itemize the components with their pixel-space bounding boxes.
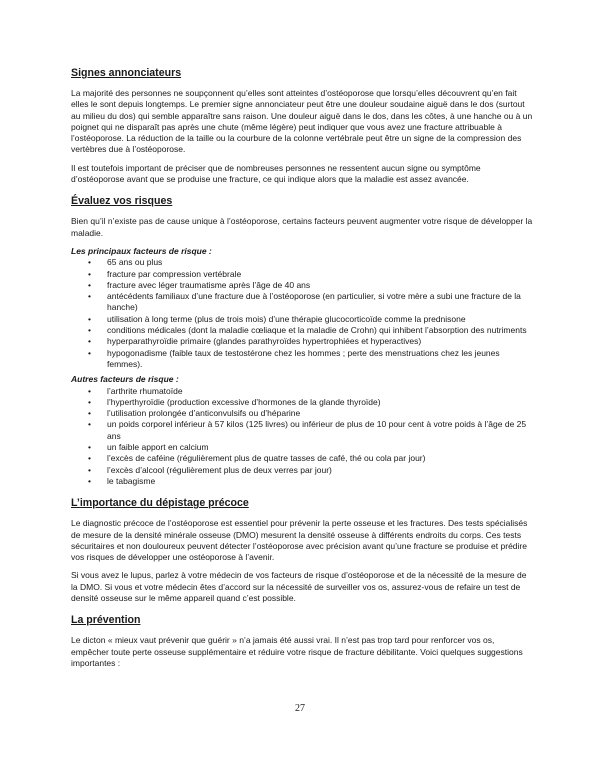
list-item: • hypogonadisme (faible taux de testostérone chez les hommes ; perte des menstruations chez les jeunes femmes). (71, 348, 533, 371)
paragraph: Bien qu’il n’existe pas de cause unique à l’ostéoporose, certains facteurs peuvent augmenter votre risque de développer la maladie. (71, 216, 533, 238)
list-item: • l’arthrite rhumatoïde (71, 386, 533, 397)
list-item: • fracture par compression vertébrale (71, 269, 533, 280)
paragraph: La majorité des personnes ne soupçonnent qu’elles sont atteintes d’ostéoporose que lorsqu’elles découvrent qu’en fait elles le sont depuis longtemps. Le premier signe annonciateur peut être une douleur soudaine aiguë dans le dos (surtout au milieu du dos) qui semble apparaître sans raison. Une douleur aiguë dans le dos, dans les côtes, à une hanche ou à un poignet qui ne disparaît pas après une chute (même légère) peut indiquer que vous avez une fracture attribuable à l’ostéoporose. La réduction de la taille ou la courbure de la colonne vertébrale peut être un signe de la compression des vertèbres due à l’ostéoporose. (71, 88, 533, 155)
list-item: • l’excès d’alcool (régulièrement plus de deux verres par jour) (71, 465, 533, 476)
page-number: 27 (295, 703, 305, 714)
other-risk-factors-list (71, 386, 533, 488)
list-item: • 65 ans ou plus (71, 257, 533, 268)
list-item: • utilisation à long terme (plus de trois mois) d’une thérapie glucocorticoïde comme la prednisone (71, 314, 533, 325)
section-early-screening (71, 497, 533, 604)
main-risk-factors-label: Les principaux facteurs de risque : (71, 245, 212, 256)
document-page (71, 67, 533, 676)
section-heading: Signes annonciateurs (71, 67, 182, 79)
paragraph: Il est toutefois important de préciser que de nombreuses personnes ne ressentent aucun signe ou symptôme d’ostéoporose avant que se produise une fracture, ce qui indique alors que la maladie est assez avancée. (71, 162, 481, 185)
list-item: • l’excès de caféine (régulièrement plus de quatre tasses de café, thé ou cola par jour) (71, 453, 533, 464)
list-item: • l’hyperthyroïdie (production excessive d’hormones de la glande thyroïde) (71, 397, 533, 408)
paragraph: Si vous avez le lupus, parlez à votre médecin de vos facteurs de risque d’ostéoporose et de la nécessité de la mesure de la DMO. Si vous et votre médecin êtes d’accord sur la nécessité de surveiller vos os, assurez-vous de refaire un test de densité osseuse sur le même appareil quand c’est possible. (71, 570, 527, 603)
section-warning-signs (71, 67, 533, 185)
section-prevention (71, 614, 533, 669)
list-item: • hyperparathyroïdie primaire (glandes parathyroïdes hypertrophiées et hyperactives) (71, 336, 533, 347)
paragraph: Le dicton « mieux vaut prévenir que guérir » n’a jamais été aussi vrai. Il n’est pas trop tard pour renforcer vos os, empêcher toute perte osseuse supplémentaire et réduire votre risque de fracture débilitante. Voici quelques suggestions importantes : (71, 635, 523, 668)
section-heading: La prévention (71, 614, 141, 627)
list-item: • l’utilisation prolongée d’anticonvulsifs ou d’héparine (71, 408, 533, 419)
list-item: • un faible apport en calcium (71, 442, 533, 453)
list-item: • conditions médicales (dont la maladie cœliaque et la maladie de Crohn) qui inhibent l’absorption des nutriments (71, 325, 533, 336)
section-risk-assessment (71, 195, 533, 487)
list-item: • le tabagisme (71, 476, 533, 487)
list-item: • un poids corporel inférieur à 57 kilos (125 livres) ou inférieur de plus de 10 pour cent à votre poids à l’âge de 25 ans (71, 419, 533, 442)
section-heading: L’importance du dépistage précoce (71, 497, 249, 510)
list-item: • antécédents familiaux d’une fracture due à l’ostéoporose (en particulier, si votre mère a subi une fracture de la hanche) (71, 291, 533, 314)
list-item: • fracture avec léger traumatisme après l’âge de 40 ans (71, 280, 533, 291)
other-risk-factors-label: Autres facteurs de risque : (71, 374, 179, 385)
paragraph: Le diagnostic précoce de l’ostéoporose est essentiel pour prévenir la perte osseuse et les fractures. Des tests spécialisés de mesure de la densité minérale osseuse (DMO) mesurent la densité osseuse à différents endroits du corps. Ces tests sécuritaires et non douloureux peuvent détecter l’ostéoporose avec précision avant qu’une fracture se produise et prédire vos risques de développer une ostéoporose à l’avenir. (71, 518, 528, 563)
main-risk-factors-list (71, 257, 533, 370)
section-heading: Évaluez vos risques (71, 195, 173, 208)
